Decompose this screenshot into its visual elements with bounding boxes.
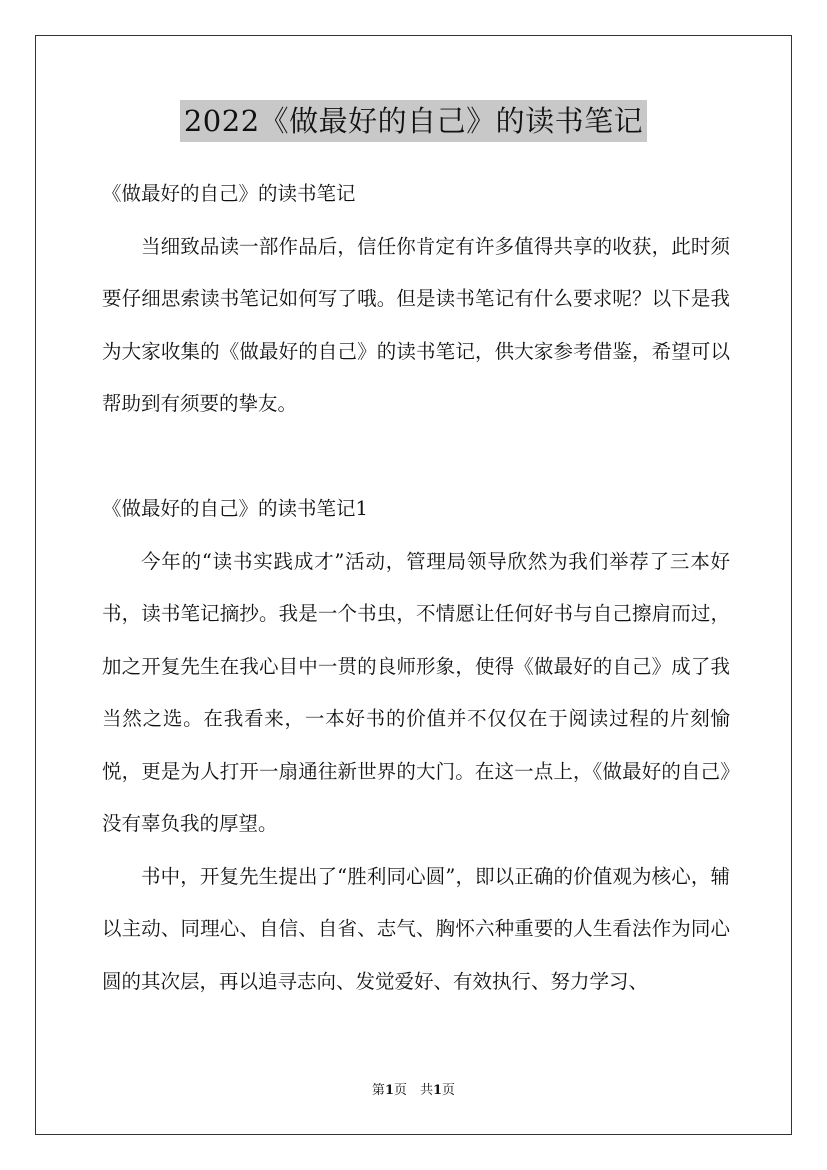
document-title: 2022《做最好的自己》的读书笔记: [180, 100, 647, 142]
intro-paragraph: 当细致品读一部作品后，信任你肯定有许多值得共享的收获，此时须要仔细思索读书笔记如何写了哦。但是读书笔记有什么要求呢？以下是我为大家收集的《做最好的自己》的读书笔记，供大家参考借鉴，希望可以帮助到有须要的挚友。: [102, 234, 730, 415]
page-label-mid: 页 共: [393, 1083, 433, 1098]
blank-line: [102, 431, 730, 484]
document-body: [102, 168, 730, 1008]
section-heading: 《做最好的自己》的读书笔记1: [102, 497, 368, 520]
page-label-suffix: 页: [442, 1083, 456, 1098]
page-total: 1: [433, 1083, 443, 1098]
page-label-prefix: 第: [371, 1083, 385, 1098]
body-paragraph: 今年的“读书实践成才”活动，管理局领导欣然为我们举荐了三本好书，读书笔记摘抄。我是一个书虫，不情愿让任何好书与自己擦肩而过，加之开复先生在我心目中一贯的良师形象，使得《做最好的自己》成了我当然之选。在我看来，一本好书的价值并不仅仅在于阅读过程的片刻愉悦，更是为人打开一扇通往新世界的大门。在这一点上，《做最好的自己》没有辜负我的厚望。: [102, 549, 730, 835]
body-paragraph: 书中，开复先生提出了“胜利同心圆”，即以正确的价值观为核心，辅以主动、同理心、自信、自省、志气、胸怀六种重要的人生看法作为同心圆的其次层，再以追寻志向、发觉爱好、有效执行、努力学习、: [102, 864, 730, 993]
title-wrap: [0, 100, 827, 142]
page-footer: [0, 1082, 827, 1100]
page-current: 1: [384, 1083, 394, 1098]
subtitle: 《做最好的自己》的读书笔记: [102, 182, 356, 205]
